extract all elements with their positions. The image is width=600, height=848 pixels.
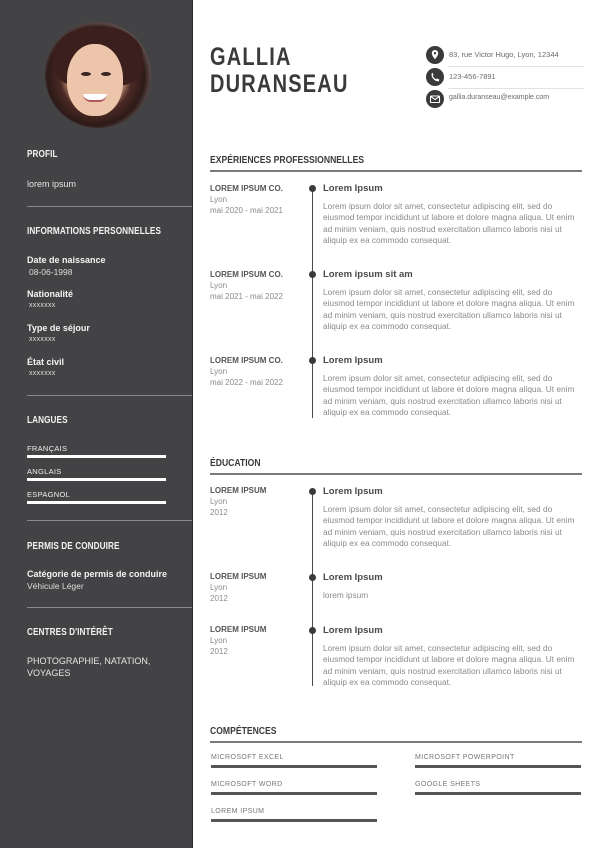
map-pin-icon [426,46,444,64]
interests-line1: PHOTOGRAPHIE, NATATION, [27,656,151,666]
marital-status-value: xxxxxxx [29,370,56,377]
education-title: ÉDUCATION [210,457,261,469]
skill-label: GOOGLE SHEETS [415,781,481,788]
full-name [210,44,349,98]
skill-level-bar [211,792,377,795]
email-text[interactable]: gallia.duranseau@example.com [449,94,550,101]
avatar [45,22,151,128]
profile-text: lorem ipsum [27,179,77,189]
education-timeline [312,492,313,686]
section-rule [210,741,582,743]
contact-phone [426,68,582,90]
section-rule [210,170,582,172]
entry-description: Lorem ipsum dolor sit amet, consectetur adipiscing elit, sed do eiusmod tempor incididunt ut labore et dolore magna aliqua. Ut enim ad minim veniam, quis nostrud exercitation ullamco laboris nisi ut aliquip ex ea commodo consequat. [323,643,575,688]
timeline-dot [309,488,316,495]
entry-dates: mai 2022 - mai 2022 [210,378,283,387]
timeline-dot [309,357,316,364]
language-level-bar [27,501,166,504]
entry-title: Lorem ipsum sit am [323,269,413,280]
avatar-eye [101,72,111,76]
contact-email [426,90,582,112]
skill-label: LOREM IPSUM [211,808,265,815]
entry-description: Lorem ipsum dolor sit amet, consectetur adipiscing elit, sed do eiusmod tempor incididunt ut labore et dolore magna aliqua. Ut enim ad minim veniam, quis nostrud exercitation ullamco laboris nisi ut aliquip ex ea commodo consequat. [323,287,575,332]
birthdate-label: Date de naissance [27,255,106,265]
contact-address [426,46,582,68]
language-label: ESPAGNOL [27,490,71,499]
residence-type-value: xxxxxxx [29,336,56,343]
entry-org: LOREM IPSUM CO. [210,184,283,193]
skill-level-bar [211,819,377,822]
language-level-bar [27,478,166,481]
entry-title: Lorem Ipsum [323,486,383,497]
entry-title: Lorem Ipsum [323,183,383,194]
timeline-dot [309,271,316,278]
skill-level-bar [415,792,581,795]
nationality-label: Nationalité [27,289,74,299]
avatar-face [67,44,123,116]
skill-label: MICROSOFT WORD [211,781,283,788]
marital-status-label: État civil [27,357,65,367]
divider [448,66,584,67]
skill-level-bar [415,765,581,768]
entry-dates: mai 2020 - mai 2021 [210,206,283,215]
license-value: Véhicule Léger [27,581,84,591]
timeline-dot [309,627,316,634]
entry-org: LOREM IPSUM [210,486,267,495]
experience-timeline [312,188,313,418]
interests-line2: VOYAGES [27,668,71,678]
entry-city: Lyon [210,195,228,204]
skill-label: MICROSOFT POWERPOINT [415,754,515,761]
language-label: ANGLAIS [27,467,62,476]
sidebar-edge [192,0,193,848]
phone-icon [426,68,444,86]
language-label: FRANÇAIS [27,444,68,453]
language-level-bar [27,455,166,458]
divider [27,607,192,608]
avatar-eye [81,72,91,76]
experience-title: EXPÉRIENCES PROFESSIONNELLES [210,154,365,166]
interests-title: CENTRES D'INTÉRÊT [27,627,113,638]
entry-year: 2012 [210,508,228,517]
entry-year: 2012 [210,647,228,656]
entry-city: Lyon [210,281,228,290]
entry-title: Lorem Ipsum [323,355,383,366]
address-text: 83, rue Victor Hugo, Lyon, 12344 [449,50,559,59]
first-name: GALLIA [210,43,292,71]
phone-text[interactable]: 123-456-7891 [449,72,496,81]
entry-description: Lorem ipsum dolor sit amet, consectetur adipiscing elit, sed do eiusmod tempor incididunt ut labore et dolore magna aliqua. Ut enim ad minim veniam, quis nostrud exercitation ullamco laboris nisi ut aliquip ex ea commodo consequat. [323,504,575,549]
entry-org: LOREM IPSUM CO. [210,356,283,365]
entry-title: Lorem Ipsum [323,572,383,583]
entry-description: Lorem ipsum dolor sit amet, consectetur adipiscing elit, sed do eiusmod tempor incididunt ut labore et dolore magna aliqua. Ut enim ad minim veniam, quis nostrud exercitation ullamco laboris nisi ut aliquip ex ea commodo consequat. [323,373,575,418]
sidebar [0,0,192,848]
personal-info-title: INFORMATIONS PERSONNELLES [27,226,162,237]
entry-city: Lyon [210,583,228,592]
entry-dates: mai 2021 - mai 2022 [210,292,283,301]
entry-org: LOREM IPSUM [210,572,267,581]
entry-year: 2012 [210,594,228,603]
profile-title: PROFIL [27,149,58,160]
divider [27,395,192,396]
timeline-dot [309,185,316,192]
last-name: DURANSEAU [210,70,349,98]
entry-description: Lorem ipsum dolor sit amet, consectetur adipiscing elit, sed do eiusmod tempor incididunt ut labore et dolore magna aliqua. Ut enim ad minim veniam, quis nostrud exercitation ullamco laboris nisi ut aliquip ex ea commodo consequat. [323,201,575,246]
divider [448,88,584,89]
languages-title: LANGUES [27,415,68,426]
entry-description: lorem ipsum [323,590,369,600]
skill-label: MICROSOFT EXCEL [211,754,284,761]
license-title: PERMIS DE CONDUIRE [27,541,120,552]
entry-city: Lyon [210,636,228,645]
entry-title: Lorem Ipsum [323,625,383,636]
residence-type-label: Type de séjour [27,323,90,333]
skill-level-bar [211,765,377,768]
timeline-dot [309,574,316,581]
entry-org: LOREM IPSUM CO. [210,270,283,279]
divider [27,206,192,207]
section-rule [210,473,582,475]
entry-city: Lyon [210,497,228,506]
entry-city: Lyon [210,367,228,376]
envelope-icon [426,90,444,108]
license-label: Catégorie de permis de conduire [27,569,168,579]
entry-org: LOREM IPSUM [210,625,267,634]
divider [27,520,192,521]
nationality-value: xxxxxxx [29,302,56,309]
skills-title: COMPÉTENCES [210,725,277,737]
birthdate-value: 08-06-1998 [29,267,73,277]
